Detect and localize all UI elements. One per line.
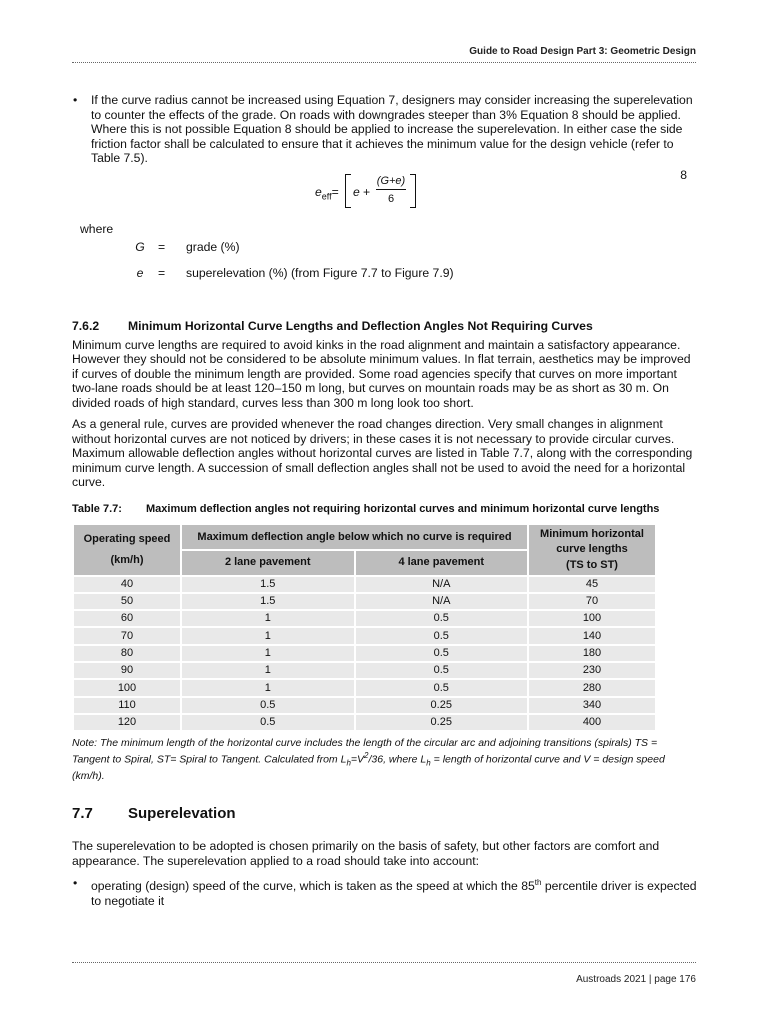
header-divider (72, 62, 696, 63)
variable-definitions (72, 240, 697, 292)
fraction-numerator: (G+e) (376, 174, 406, 191)
column-header-speed: Operating speed (km/h) (73, 524, 181, 576)
table-note: Note: The minimum length of the horizontal curve includes the length of the circular arc and adjoining transitions (spirals) TS = Tangent to Spiral, ST= Spiral to Tangent. Calculated from $L_h=V^2/36$, where $L_h$ = length of horizontal curve and V = design speed (km/h). (72, 737, 665, 782)
table-cell: 230 (528, 662, 656, 679)
table-cell: 0.5 (181, 697, 355, 714)
table-cell: 40 (73, 576, 181, 593)
section-heading-7-6-2: 7.6.2 Minimum Horizontal Curve Lengths and Deflection Angles Not Requiring Curves (72, 319, 593, 333)
section-heading-7-7: 7.7 Superelevation (72, 804, 236, 822)
definition-equals: = (158, 240, 166, 254)
table-cell: 1.5 (181, 593, 355, 610)
table-caption: Table 7.7: Maximum deflection angles not requiring horizontal curves and minimum horizontal curve lengths (72, 502, 660, 515)
bullet-item (72, 876, 697, 908)
paragraph: Minimum curve lengths are required to avoid kinks in the road alignment and maintain a satisfactory appearance. However they should not be considered to be absolute minimum values. In flat terrain, aesthetics may be improved if curves of double the minimum length are provided. Some road agencies specify that curves on more important two-lane roads should be at least 120–150 m long, but curves on mountain roads may be as short as 30 m. On divided roads of high standard, curves less than 300 m long look too short. (72, 337, 691, 410)
fraction-denominator: 6 (387, 193, 395, 205)
footer-divider (72, 962, 696, 963)
definition-equals: = (158, 266, 166, 280)
table-cell: 180 (528, 645, 656, 662)
right-bracket (410, 174, 416, 208)
column-header-2-lane: 2 lane pavement (181, 550, 355, 576)
table-cell: 1 (181, 627, 355, 644)
bullet-item (72, 93, 697, 166)
table-cell: 400 (528, 714, 656, 731)
column-header-deflection: Maximum deflection angle below which no curve is required (181, 524, 528, 550)
bullet-text: operating (design) speed of the curve, which is taken as the speed at which the 85th percentile driver is expected to negotiate it (91, 878, 697, 908)
table-row (73, 714, 656, 731)
bullet-marker: • (73, 93, 78, 107)
paragraph: The superelevation to be adopted is chosen primarily on the basis of safety, but other factors are comfort and appearance. The superelevation applied to a road should take into account: (72, 839, 660, 868)
table-cell: 1.5 (181, 576, 355, 593)
table-cell: 0.5 (355, 610, 529, 627)
table-cell: 70 (528, 593, 656, 610)
page-footer: Austroads 2021 | page 176 (576, 974, 696, 985)
bullet-marker: • (73, 876, 78, 891)
table-cell: 45 (528, 576, 656, 593)
left-bracket (345, 174, 351, 208)
table-cell: 280 (528, 679, 656, 696)
table-row (73, 697, 656, 714)
equation-fraction (376, 174, 406, 207)
table-row (73, 593, 656, 610)
table-cell: 0.5 (355, 679, 529, 696)
definition-symbol: e (136, 266, 144, 280)
table-cell: 1 (181, 662, 355, 679)
page-body (72, 93, 697, 908)
table-cell: 1 (181, 610, 355, 627)
equation-e-term: e (353, 184, 360, 199)
table-cell: N/A (355, 593, 529, 610)
table-cell: 140 (528, 627, 656, 644)
table-cell: 60 (73, 610, 181, 627)
table-cell: 0.5 (355, 645, 529, 662)
table-row (73, 645, 656, 662)
table-cell: 120 (73, 714, 181, 731)
table-cell: N/A (355, 576, 529, 593)
table-row (73, 627, 656, 644)
column-header-min-length: Minimum horizontal curve lengths (TS to ST) (528, 524, 656, 576)
where-label: where (80, 221, 114, 236)
table-cell: 0.5 (355, 627, 529, 644)
table-cell: 0.5 (355, 662, 529, 679)
table-cell: 340 (528, 697, 656, 714)
table-cell: 90 (73, 662, 181, 679)
definition-text: grade (%) (186, 240, 240, 254)
table-cell: 0.25 (355, 697, 529, 714)
table-cell: 0.25 (355, 714, 529, 731)
table-row (73, 610, 656, 627)
table-row (73, 662, 656, 679)
equation-8 (72, 167, 697, 216)
table-cell: 0.5 (181, 714, 355, 731)
running-header: Guide to Road Design Part 3: Geometric Design (469, 46, 696, 57)
deflection-angle-table (72, 523, 657, 732)
bullet-text: If the curve radius cannot be increased using Equation 7, designers may consider increasing the superelevation to counter the effects of the grade. On roads with downgrades steeper than 3% Equation 8 should be applied. Where this is not possible Equation 8 should be applied to increase the superelevation. In either case the side friction factor shall be calculated to ensure that it achieves the minimum value for the design vehicle (refer to Table 7.5). (91, 93, 693, 165)
equation-lhs: $e_{eff}=$ (315, 184, 339, 201)
paragraph: As a general rule, curves are provided whenever the road changes direction. Very small changes in alignment without horizontal curves are not noticed by drivers; in these cases it is not necessary to provide circular curves. Maximum allowable deflection angles without horizontal curves are listed in Table 7.7, along with the corresponding minimum curve length. A succession of small deflection angles shall not be used to avoid the need for a horizontal curve. (72, 417, 693, 489)
column-header-4-lane: 4 lane pavement (355, 550, 529, 576)
definition-row (72, 240, 697, 266)
table-cell: 100 (528, 610, 656, 627)
table-cell: 1 (181, 645, 355, 662)
table-cell: 110 (73, 697, 181, 714)
table-cell: 100 (73, 679, 181, 696)
table-cell: 50 (73, 593, 181, 610)
table-cell: 70 (73, 627, 181, 644)
definition-symbol: G (135, 240, 145, 254)
equation-number: 8 (680, 167, 687, 182)
equation-plus: + (363, 184, 371, 199)
definition-text: superelevation (%) (from Figure 7.7 to Figure 7.9) (186, 266, 454, 280)
definition-row (72, 266, 697, 292)
table-row (73, 576, 656, 593)
table-row (73, 679, 656, 696)
table-cell: 1 (181, 679, 355, 696)
table-cell: 80 (73, 645, 181, 662)
